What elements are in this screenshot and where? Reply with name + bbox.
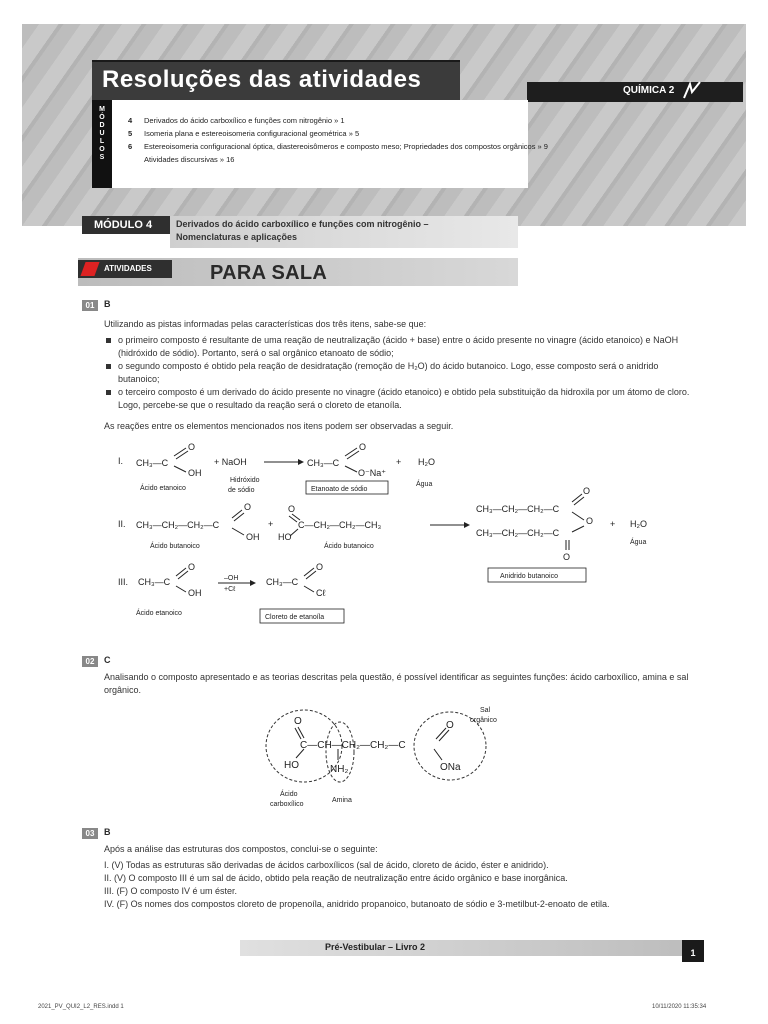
svg-text:O: O xyxy=(586,516,594,526)
svg-text:ONa: ONa xyxy=(440,762,461,773)
file-name: 2021_PV_QUI2_L2_RES.indd 1 xyxy=(38,1004,124,1010)
svg-text:Água: Água xyxy=(630,539,647,546)
atividades-tag: ATIVIDADES xyxy=(78,260,172,278)
toc-item[interactable]: Atividades discursivas » 16 xyxy=(144,155,235,164)
toc-item[interactable]: 5 Isomeria plana e estereoisomeria configuracional geométrica » 5 xyxy=(128,129,360,138)
svg-text:carboxílico: carboxílico xyxy=(270,801,304,808)
svg-text:II.: II. xyxy=(118,519,126,529)
svg-text:–OH: –OH xyxy=(224,575,239,582)
svg-text:OH: OH xyxy=(188,468,202,478)
svg-text:H₂O: H₂O xyxy=(418,457,435,467)
page-title: Resoluções das atividades xyxy=(102,66,422,93)
svg-text:Cℓ: Cℓ xyxy=(316,588,326,598)
toc-item[interactable]: 4 Derivados do ácido carboxílico e funções com nitrogênio » 1 xyxy=(128,116,345,125)
svg-text:O⁻Na⁺: O⁻Na⁺ xyxy=(358,468,387,478)
svg-text:+: + xyxy=(396,457,402,467)
footer-title: Pré-Vestibular – Livro 2 xyxy=(325,942,426,952)
svg-text:III.: III. xyxy=(118,577,129,587)
svg-text:O: O xyxy=(359,442,367,452)
svg-text:Hidróxido: Hidróxido xyxy=(230,477,260,484)
question-answer: B xyxy=(104,827,111,837)
svg-text:H₂O: H₂O xyxy=(630,519,647,529)
svg-text:Ácido butanoico: Ácido butanoico xyxy=(324,543,374,550)
svg-text:Água: Água xyxy=(416,481,433,488)
svg-text:Cloreto de etanoíla: Cloreto de etanoíla xyxy=(265,614,325,621)
svg-text:+Cℓ: +Cℓ xyxy=(224,586,236,593)
reaction-diagram xyxy=(100,440,700,630)
svg-text:CH₃—CH₂—CH₂—C: CH₃—CH₂—CH₂—C xyxy=(476,504,560,514)
section-title: PARA SALA xyxy=(210,262,328,284)
file-date: 10/11/2020 11:35:34 xyxy=(652,1004,707,1010)
question-number: 02 xyxy=(82,656,98,667)
svg-text:Ácido etanoico: Ácido etanoico xyxy=(136,610,182,617)
svg-text:Amina: Amina xyxy=(332,797,352,804)
svg-text:CH₃—CH₂—CH₂—C: CH₃—CH₂—CH₂—C xyxy=(476,528,560,538)
svg-text:+ NaOH: + NaOH xyxy=(214,457,247,467)
footer-bar xyxy=(240,940,690,956)
svg-text:O: O xyxy=(563,552,571,562)
svg-text:C—CH₂—CH₂—CH₃: C—CH₂—CH₂—CH₃ xyxy=(298,520,382,530)
svg-text:CH₃—C: CH₃—C xyxy=(138,577,171,587)
module-tag: MÓDULO 4 xyxy=(82,216,170,234)
svg-text:C—CH—CH₂—CH₂—C: C—CH—CH₂—CH₂—C xyxy=(300,740,406,751)
reaction-label: I. xyxy=(118,456,124,466)
svg-text:O: O xyxy=(288,504,296,514)
svg-text:CH₃—CH₂—CH₂—C: CH₃—CH₂—CH₂—C xyxy=(136,520,220,530)
question-number: 03 xyxy=(82,828,98,839)
svg-text:Ácido: Ácido xyxy=(280,791,298,798)
svg-text:O: O xyxy=(188,442,196,452)
svg-text:orgânico: orgânico xyxy=(470,717,497,724)
svg-text:O: O xyxy=(583,486,591,496)
svg-text:O: O xyxy=(188,562,196,572)
question-number: 01 xyxy=(82,300,98,311)
module-title: Derivados do ácido carboxílico e funções com nitrogênio – Nomenclaturas e aplicações xyxy=(170,216,518,248)
svg-text:Anidrido butanoico: Anidrido butanoico xyxy=(500,573,558,580)
svg-text:Sal: Sal xyxy=(480,707,491,714)
page-number: 1 xyxy=(682,940,704,962)
question-answer: C xyxy=(104,655,111,665)
question-text: Após a análise das estruturas dos compostos, conclui-se o seguinte: I. (V) Todas as estruturas são derivadas de ácidos carboxílicos (sal de ácido, cloreto de ácido, éster e anidrido). II. (V) O composto III é um sal de ácido, obtido pela reação de neutralização entre ácido orgânico e base inorgânica. III. (F) O composto IV é um éster. IV. (F) Os nomes dos compostos cloreto de propenoíla, anidrido propanoico, butanoato de sódio e 3-metilbut-2-enoato de etila. xyxy=(104,844,610,909)
compound-diagram xyxy=(260,700,520,810)
svg-text:Ácido etanoico: Ácido etanoico xyxy=(140,485,186,492)
svg-text:O: O xyxy=(446,720,454,731)
svg-text:Ácido butanoico: Ácido butanoico xyxy=(150,543,200,550)
svg-text:CH₃—C: CH₃—C xyxy=(266,577,299,587)
subject-label: QUÍMICA 2 xyxy=(623,85,675,96)
svg-text:O: O xyxy=(294,716,302,727)
toc-item[interactable]: 6 Estereoisomeria configuracional óptica, diastereoisômeros e composto meso; Propriedades dos compostos orgânicos » 9 xyxy=(128,142,548,151)
svg-text:O: O xyxy=(316,562,324,572)
svg-text:de sódio: de sódio xyxy=(228,487,255,494)
lightning-icon xyxy=(680,80,704,100)
svg-text:HO: HO xyxy=(284,760,299,771)
svg-text:+: + xyxy=(610,519,616,529)
question-text: Analisando o composto apresentado e as teorias descritas pela questão, é possível identificar as seguintes funções: ácido carboxílico, amina e sal orgânico. xyxy=(104,672,689,695)
svg-text:NH₂: NH₂ xyxy=(330,764,349,775)
question-text: Utilizando as pistas informadas pelas características dos três itens, sabe-se que: o primeiro composto é resultante de uma reação de neutralização (ácido + base) entre o ácido presente no vinagre (ácido etanoico) e NaOH (hidróxido de sódio). Portanto, será o sal orgânico etanoato de sódio; o segundo composto é obtido pela reação de desidratação (remoção de H₂O) do ácido butanoico. Logo, esse composto será o anidrido butanoico; o terceiro composto é um derivado do ácido presente no vinagre (ácido etanoico) e obtido pela substituição da hidroxila por um átomo de cloro. Logo, percebe-se que o resultado da reação será o cloreto de etanoíla. As reações entre os elementos mencionados nos itens podem ser observadas a seguir. xyxy=(104,319,690,431)
svg-text:O: O xyxy=(244,502,252,512)
svg-text:HO: HO xyxy=(278,532,292,542)
svg-text:Etanoato de sódio: Etanoato de sódio xyxy=(311,486,368,493)
svg-text:OH: OH xyxy=(188,588,202,598)
svg-text:+: + xyxy=(268,519,274,529)
svg-text:CH₃—C: CH₃—C xyxy=(307,458,340,468)
modulos-strip: M Ó D U L O S xyxy=(92,100,112,188)
svg-text:CH₃—C: CH₃—C xyxy=(136,458,169,468)
svg-text:OH: OH xyxy=(246,532,260,542)
question-answer: B xyxy=(104,299,111,309)
